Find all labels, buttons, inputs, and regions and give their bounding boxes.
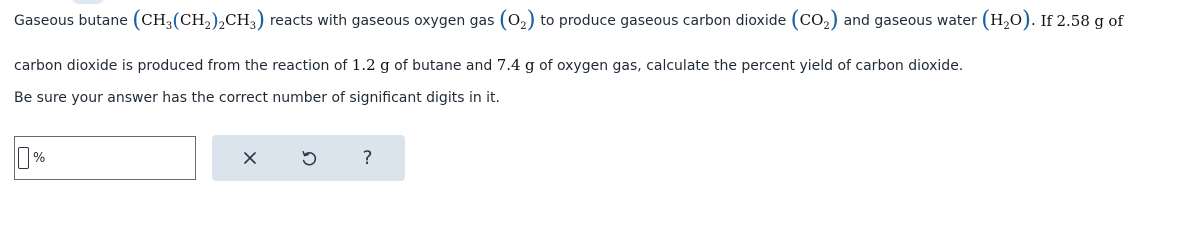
- text-and-gaseous-water: and gaseous water: [843, 13, 977, 29]
- help-icon: ?: [362, 147, 373, 169]
- percent-unit-label: %: [33, 150, 46, 166]
- mass-butane-value: 1.2: [351, 56, 376, 74]
- text-if: If: [1040, 12, 1053, 30]
- mass-co2-unit: g: [1094, 12, 1104, 30]
- mass-oxygen-unit: g: [525, 56, 535, 74]
- answer-input[interactable]: [14, 136, 196, 180]
- text-calculate-yield: of oxygen gas, calculate the percent yield of carbon dioxide.: [539, 58, 964, 74]
- text-of: of: [1108, 12, 1124, 30]
- undo-button[interactable]: [291, 140, 327, 176]
- question-line-2: [14, 56, 1190, 76]
- question-text: [14, 8, 1190, 110]
- butane-formula: $(CH_3(CH_2)_2CH_3)$: [132, 7, 266, 33]
- text-of-butane-and: of butane and: [394, 58, 493, 74]
- answer-toolbar: [212, 135, 405, 181]
- oxygen-formula: $(O_2)$: [498, 7, 536, 33]
- answer-entry-box[interactable]: [18, 147, 29, 169]
- mass-oxygen-value: 7.4: [496, 56, 521, 74]
- text-to-produce-co2: to produce gaseous carbon dioxide: [540, 13, 787, 29]
- text-co2-produced: carbon dioxide is produced from the reaction of: [14, 58, 348, 74]
- answer-row: [14, 135, 405, 181]
- question-line-1: [14, 8, 1190, 48]
- text-reacts-with-oxygen: reacts with gaseous oxygen gas: [269, 13, 495, 29]
- mass-co2-value: 2.58: [1056, 12, 1090, 30]
- text-gaseous-butane: Gaseous butane: [14, 13, 128, 29]
- co2-formula: $(CO_2)$: [790, 7, 839, 33]
- water-formula: $(H_2O)$.: [981, 7, 1036, 33]
- help-button[interactable]: [350, 140, 386, 176]
- mass-butane-unit: g: [380, 56, 390, 74]
- undo-icon: [300, 149, 318, 167]
- top-tab-indicator: [72, 0, 104, 4]
- sig-fig-instruction: Be sure your answer has the correct number of significant digits in it.: [14, 90, 500, 106]
- clear-icon: [243, 151, 257, 165]
- clear-button[interactable]: [232, 140, 268, 176]
